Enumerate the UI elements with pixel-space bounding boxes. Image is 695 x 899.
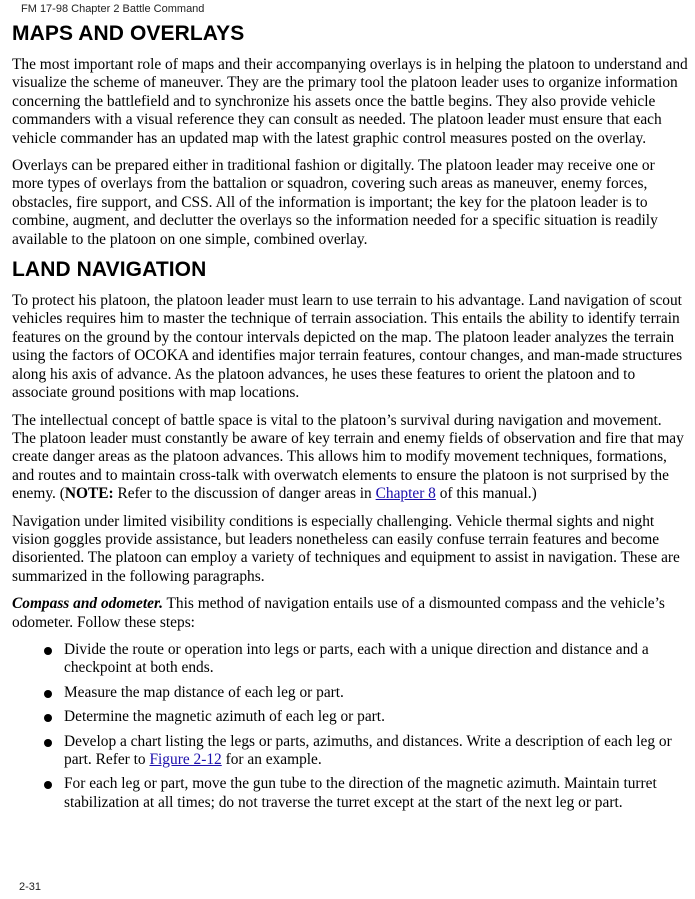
bullet-icon — [44, 781, 52, 789]
bullet-icon — [44, 647, 52, 655]
text: The intellectual concept of battle space is vital to the platoon’s survival during navigation and movement. The platoon leader must constantly be aware of key terrain and enemy fields of observation and fire that may create danger areas as the platoon advances. This allows him to modify movement techniques, formations, and routes and to maintain cross-talk with overwatch elements to ensure the platoon is not surprised by the enemy. ( — [12, 411, 684, 503]
bullet-icon — [44, 690, 52, 698]
list-item-text: Measure the map distance of each leg or part. — [64, 683, 344, 701]
list-item — [44, 684, 688, 702]
page-number: 2-31 — [19, 881, 42, 893]
list-item-text: Develop a chart listing the legs or parts, azimuths, and distances. Write a description of each leg or part. Refer to — [64, 732, 672, 768]
text: Refer to the discussion of danger areas in — [113, 485, 376, 503]
bullet-icon — [44, 739, 52, 747]
running-header: FM 17-98 Chapter 2 Battle Command — [21, 3, 205, 15]
list-item-text: Determine the magnetic azimuth of each leg or part. — [64, 708, 385, 726]
paragraph: The most important role of maps and their accompanying overlays is in helping the platoon to understand and visualize the scheme of maneuver. They are the primary tool the platoon leader uses to organize information concerning the battlefield and to synchronize his assets once the battle begins. They also provide vehicle commanders with a visual reference they can consult as needed. The platoon leader must ensure that each vehicle commander has an updated map with the latest graphic control measures posted on the overlay. — [12, 56, 688, 147]
heading-land-navigation: LAND NAVIGATION — [12, 258, 207, 282]
chapter-8-link[interactable]: Chapter 8 — [375, 485, 436, 503]
bullet-icon — [44, 714, 52, 722]
list-item-text: Divide the route or operation into legs or parts, each with a unique direction and distance and a checkpoint at both ends. — [64, 640, 649, 677]
document-body — [12, 20, 688, 818]
paragraph: Navigation under limited visibility conditions is especially challenging. Vehicle thermal sights and night vision goggles provide assistance, but leaders nonetheless can easily confuse terrain features and become disoriented. The platoon can employ a variety of techniques and equipment to assist in navigation. These are summarized in the following paragraphs. — [12, 512, 680, 585]
paragraph — [12, 595, 688, 632]
steps-list — [12, 641, 688, 812]
paragraph: Overlays can be prepared either in traditional fashion or digitally. The platoon leader may receive one or more types of overlays from the battalion or squadron, covering such areas as maneuver, enemy forces, obstacles, fire support, and CSS. All of the information is important; the key for the platoon leader is to combine, augment, and declutter the overlays so the information needed for a specific situation is readily available to the platoon on one simple, combined overlay. — [12, 157, 658, 248]
list-item — [44, 733, 688, 770]
list-item — [44, 708, 688, 726]
list-item — [44, 775, 688, 812]
text: This method of navigation entails use of a dismounted compass and the vehicle’s odometer. Follow these steps: — [12, 595, 665, 631]
list-item — [44, 641, 688, 678]
figure-2-12-link[interactable]: Figure 2-12 — [149, 751, 222, 768]
paragraph: To protect his platoon, the platoon leader must learn to use terrain to his advantage. Land navigation of scout vehicles requires him to master the technique of terrain association. This entails the ability to identify terrain features on the ground by the contour intervals depicted on the map. The platoon leader analyzes the terrain using the factors of OCOKA and identifies major terrain features, contour changes, and man-made structures along his axis of advance. As the platoon advances, he uses these features to orient the platoon and to associate ground positions with map locations. — [12, 292, 683, 402]
text: of this manual.) — [435, 485, 537, 503]
list-item-text: for an example. — [221, 751, 322, 768]
list-item-text: For each leg or part, move the gun tube to the direction of the magnetic azimuth. Maintain turret stabilization at all times; do not traverse the turret except at the start of the next leg or part. — [64, 775, 657, 811]
heading-maps-and-overlays: MAPS AND OVERLAYS — [12, 22, 245, 45]
paragraph — [12, 412, 688, 504]
note-label: NOTE: — [64, 485, 114, 503]
term-compass-and-odometer: Compass and odometer. — [12, 595, 163, 613]
